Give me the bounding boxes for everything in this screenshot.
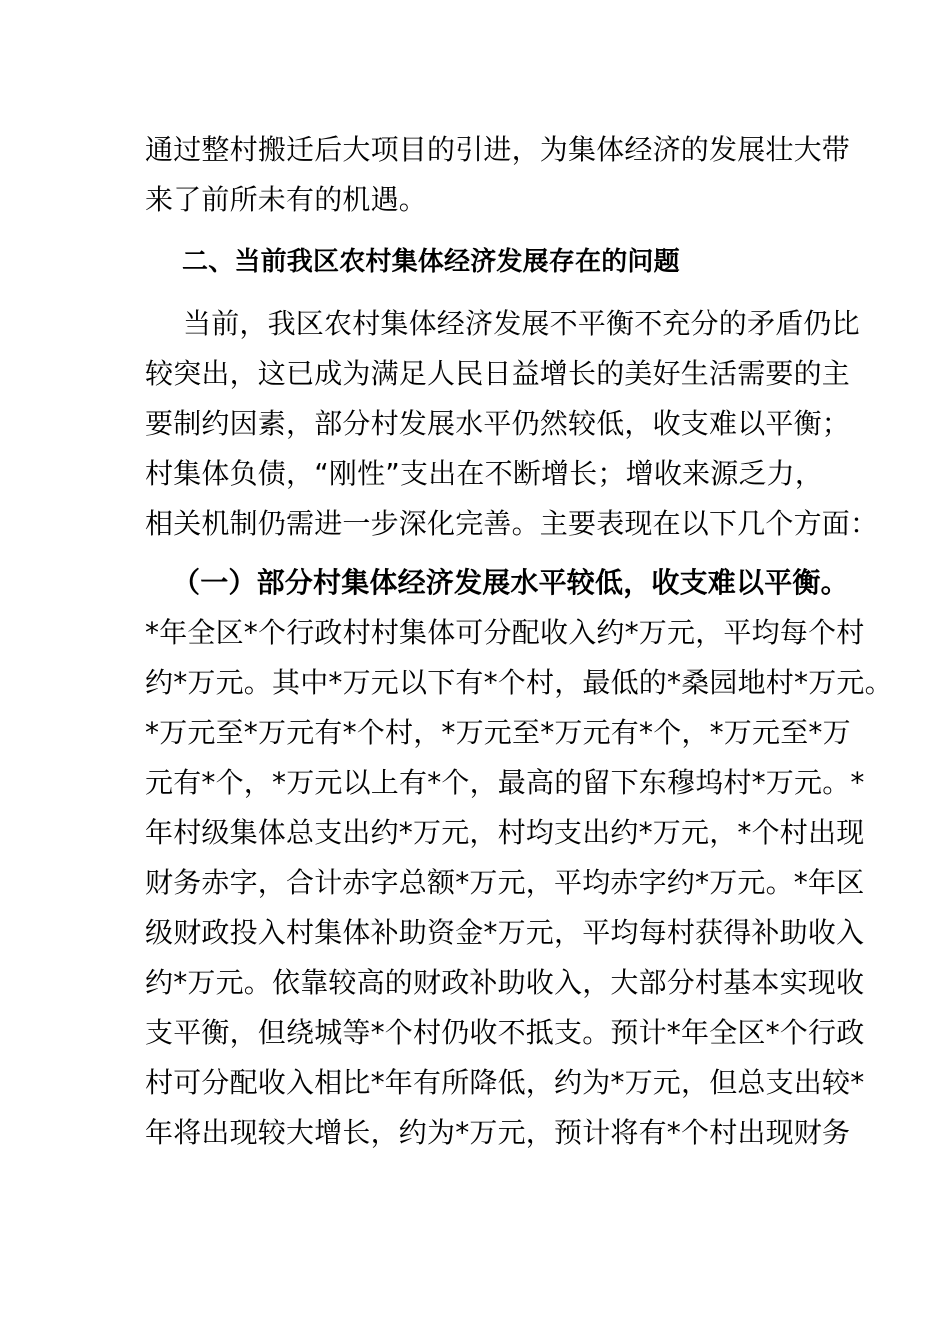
paragraph-line: 级财政投入村集体补助资金*万元，平均每村获得补助收入 xyxy=(145,916,865,949)
paragraph-line: *年全区*个行政村村集体可分配收入约*万元，平均每个村 xyxy=(145,616,865,649)
paragraph-line: 村集体负债，“刚性”支出在不断增长；增收来源乏力， xyxy=(145,457,824,490)
section-heading: 二、当前我区农村集体经济发展存在的问题 xyxy=(182,247,680,277)
paragraph-line: 元有*个，*万元以上有*个，最高的留下东穆坞村*万元。* xyxy=(145,766,865,799)
paragraph-line: 年村级集体总支出约*万元，村均支出约*万元，*个村出现 xyxy=(145,816,865,849)
paragraph-line: 要制约因素，部分村发展水平仍然较低，收支难以平衡； xyxy=(145,407,851,440)
paragraph-line: 当前，我区农村集体经济发展不平衡不充分的矛盾仍比 xyxy=(183,307,860,340)
subsection-heading: （一）部分村集体经济发展水平较低，收支难以平衡。 xyxy=(172,566,849,599)
paragraph-line: *万元至*万元有*个村，*万元至*万元有*个，*万元至*万 xyxy=(145,716,851,749)
paragraph-line: 年将出现较大增长，约为*万元，预计将有*个村出现财务 xyxy=(145,1116,851,1149)
paragraph-line: 通过整村搬迁后大项目的引进，为集体经济的发展壮大带 xyxy=(145,133,851,166)
paragraph-line: 财务赤字，合计赤字总额*万元，平均赤字约*万元。*年区 xyxy=(145,866,865,899)
paragraph-line: 约*万元。依靠较高的财政补助收入，大部分村基本实现收 xyxy=(145,966,865,999)
paragraph-line: 约*万元。其中*万元以下有*个村，最低的*桑园地村*万元。 xyxy=(145,666,893,699)
paragraph-line: 较突出，这已成为满足人民日益增长的美好生活需要的主 xyxy=(145,357,851,390)
paragraph-line: 相关机制仍需进一步深化完善。主要表现在以下几个方面： xyxy=(145,507,879,540)
paragraph-line: 村可分配收入相比*年有所降低，约为*万元，但总支出较* xyxy=(145,1066,865,1099)
paragraph-line: 支平衡，但绕城等*个村仍收不抵支。预计*年全区*个行政 xyxy=(145,1016,865,1049)
paragraph-line: 来了前所未有的机遇。 xyxy=(145,183,428,216)
